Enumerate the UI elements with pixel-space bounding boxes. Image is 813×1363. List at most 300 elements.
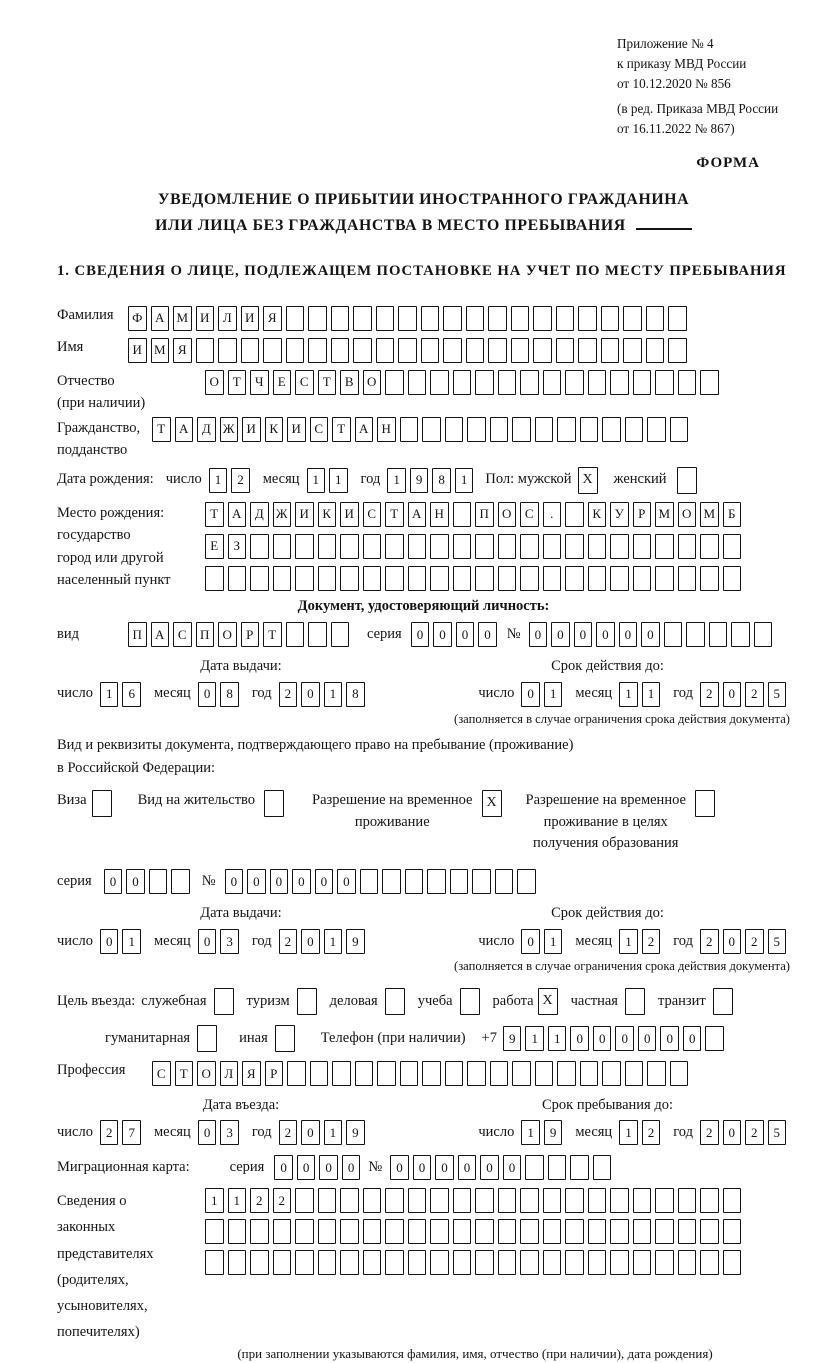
char-cell[interactable]: 0 <box>615 1026 634 1051</box>
char-cell[interactable] <box>475 1219 494 1244</box>
char-cell[interactable]: 1 <box>209 468 228 493</box>
char-cell[interactable] <box>678 534 697 559</box>
stay-day-field[interactable] <box>521 1120 566 1145</box>
char-cell[interactable] <box>498 566 517 591</box>
char-cell[interactable] <box>705 1026 724 1051</box>
char-cell[interactable] <box>633 1188 652 1213</box>
char-cell[interactable]: 0 <box>683 1026 702 1051</box>
char-cell[interactable] <box>668 338 687 363</box>
char-cell[interactable] <box>355 1061 374 1086</box>
char-cell[interactable] <box>427 869 446 894</box>
char-cell[interactable] <box>633 370 652 395</box>
char-cell[interactable]: 0 <box>641 622 660 647</box>
char-cell[interactable] <box>430 534 449 559</box>
char-cell[interactable] <box>655 1219 674 1244</box>
id-issue-day-field[interactable] <box>100 682 145 707</box>
permit-issue-month-field[interactable] <box>198 929 243 954</box>
char-cell[interactable] <box>686 622 705 647</box>
char-cell[interactable] <box>543 534 562 559</box>
char-cell[interactable] <box>495 869 514 894</box>
char-cell[interactable]: Я <box>263 306 282 331</box>
char-cell[interactable] <box>466 306 485 331</box>
char-cell[interactable] <box>385 1250 404 1275</box>
char-cell[interactable] <box>421 338 440 363</box>
char-cell[interactable] <box>498 1219 517 1244</box>
char-cell[interactable]: 0 <box>570 1026 589 1051</box>
char-cell[interactable] <box>511 338 530 363</box>
char-cell[interactable] <box>340 566 359 591</box>
char-cell[interactable] <box>655 534 674 559</box>
permit-valid-day-field[interactable] <box>521 929 566 954</box>
id-valid-year-field[interactable] <box>700 682 790 707</box>
char-cell[interactable]: 0 <box>593 1026 612 1051</box>
char-cell[interactable]: 1 <box>122 929 141 954</box>
char-cell[interactable]: Т <box>263 622 282 647</box>
char-cell[interactable]: 8 <box>432 468 451 493</box>
char-cell[interactable] <box>310 1061 329 1086</box>
char-cell[interactable] <box>723 1250 742 1275</box>
char-cell[interactable]: М <box>151 338 170 363</box>
char-cell[interactable]: 0 <box>198 1120 217 1145</box>
char-cell[interactable]: 0 <box>342 1155 361 1180</box>
patronymic-field[interactable] <box>205 370 723 395</box>
char-cell[interactable] <box>295 1250 314 1275</box>
id-type-field[interactable] <box>128 622 353 647</box>
purpose-tourism-checkbox[interactable] <box>297 988 321 1015</box>
char-cell[interactable] <box>588 370 607 395</box>
repr-row1-field[interactable] <box>205 1188 745 1213</box>
char-cell[interactable] <box>517 869 536 894</box>
char-cell[interactable] <box>475 566 494 591</box>
char-cell[interactable]: 0 <box>198 929 217 954</box>
char-cell[interactable]: З <box>228 534 247 559</box>
char-cell[interactable]: С <box>295 370 314 395</box>
char-cell[interactable] <box>250 566 269 591</box>
char-cell[interactable] <box>467 417 486 442</box>
char-cell[interactable] <box>677 467 697 494</box>
char-cell[interactable] <box>453 502 472 527</box>
char-cell[interactable] <box>430 1250 449 1275</box>
id-number-field[interactable] <box>529 622 777 647</box>
char-cell[interactable]: М <box>655 502 674 527</box>
char-cell[interactable] <box>535 1061 554 1086</box>
char-cell[interactable]: 2 <box>745 929 764 954</box>
char-cell[interactable] <box>588 566 607 591</box>
char-cell[interactable] <box>557 1061 576 1086</box>
char-cell[interactable]: 0 <box>480 1155 499 1180</box>
birthplace-row2-field[interactable] <box>205 534 745 559</box>
char-cell[interactable]: О <box>498 502 517 527</box>
char-cell[interactable]: 0 <box>198 682 217 707</box>
char-cell[interactable] <box>647 417 666 442</box>
char-cell[interactable] <box>520 1219 539 1244</box>
char-cell[interactable] <box>149 869 168 894</box>
given-name-field[interactable] <box>128 338 691 363</box>
char-cell[interactable]: 6 <box>122 682 141 707</box>
char-cell[interactable] <box>498 1250 517 1275</box>
char-cell[interactable]: 2 <box>700 682 719 707</box>
char-cell[interactable]: 0 <box>574 622 593 647</box>
char-cell[interactable]: Л <box>220 1061 239 1086</box>
char-cell[interactable]: Я <box>242 1061 261 1086</box>
char-cell[interactable] <box>655 1250 674 1275</box>
char-cell[interactable] <box>633 534 652 559</box>
char-cell[interactable] <box>610 1250 629 1275</box>
char-cell[interactable] <box>625 988 645 1015</box>
char-cell[interactable] <box>535 417 554 442</box>
char-cell[interactable] <box>610 534 629 559</box>
char-cell[interactable]: А <box>175 417 194 442</box>
char-cell[interactable] <box>655 1188 674 1213</box>
char-cell[interactable] <box>408 1188 427 1213</box>
char-cell[interactable] <box>633 1219 652 1244</box>
char-cell[interactable] <box>422 417 441 442</box>
char-cell[interactable] <box>713 988 733 1015</box>
char-cell[interactable]: С <box>173 622 192 647</box>
char-cell[interactable] <box>308 338 327 363</box>
char-cell[interactable] <box>588 1188 607 1213</box>
char-cell[interactable] <box>318 1250 337 1275</box>
char-cell[interactable] <box>273 1250 292 1275</box>
char-cell[interactable]: Б <box>723 502 742 527</box>
char-cell[interactable] <box>385 534 404 559</box>
char-cell[interactable] <box>460 988 480 1015</box>
char-cell[interactable]: 0 <box>225 869 244 894</box>
char-cell[interactable]: В <box>340 370 359 395</box>
char-cell[interactable]: 3 <box>220 1120 239 1145</box>
char-cell[interactable] <box>490 417 509 442</box>
char-cell[interactable]: 1 <box>619 929 638 954</box>
char-cell[interactable] <box>498 370 517 395</box>
char-cell[interactable]: Т <box>175 1061 194 1086</box>
char-cell[interactable] <box>633 1250 652 1275</box>
char-cell[interactable]: Т <box>205 502 224 527</box>
char-cell[interactable] <box>353 338 372 363</box>
purpose-other-checkbox[interactable] <box>275 1025 299 1052</box>
char-cell[interactable]: Я <box>173 338 192 363</box>
char-cell[interactable] <box>472 869 491 894</box>
char-cell[interactable] <box>264 790 284 817</box>
char-cell[interactable] <box>376 306 395 331</box>
char-cell[interactable] <box>475 370 494 395</box>
char-cell[interactable]: 0 <box>435 1155 454 1180</box>
char-cell[interactable] <box>363 534 382 559</box>
char-cell[interactable] <box>340 534 359 559</box>
id-valid-month-field[interactable] <box>619 682 664 707</box>
char-cell[interactable] <box>670 1061 689 1086</box>
char-cell[interactable] <box>353 306 372 331</box>
char-cell[interactable]: Т <box>318 370 337 395</box>
char-cell[interactable]: 2 <box>100 1120 119 1145</box>
char-cell[interactable] <box>250 1219 269 1244</box>
char-cell[interactable] <box>490 1061 509 1086</box>
char-cell[interactable] <box>723 1188 742 1213</box>
char-cell[interactable] <box>646 306 665 331</box>
char-cell[interactable]: О <box>363 370 382 395</box>
char-cell[interactable] <box>205 1250 224 1275</box>
char-cell[interactable]: 0 <box>126 869 145 894</box>
char-cell[interactable]: Ч <box>250 370 269 395</box>
char-cell[interactable] <box>400 417 419 442</box>
char-cell[interactable]: 1 <box>544 682 563 707</box>
char-cell[interactable]: С <box>310 417 329 442</box>
char-cell[interactable] <box>678 1188 697 1213</box>
char-cell[interactable] <box>405 869 424 894</box>
char-cell[interactable]: О <box>197 1061 216 1086</box>
char-cell[interactable]: 2 <box>745 682 764 707</box>
char-cell[interactable]: 2 <box>642 1120 661 1145</box>
char-cell[interactable]: Р <box>265 1061 284 1086</box>
char-cell[interactable] <box>668 306 687 331</box>
char-cell[interactable] <box>398 338 417 363</box>
char-cell[interactable]: X <box>578 467 598 494</box>
purpose-private-checkbox[interactable] <box>625 988 649 1015</box>
char-cell[interactable] <box>295 534 314 559</box>
char-cell[interactable]: Ж <box>273 502 292 527</box>
char-cell[interactable]: К <box>265 417 284 442</box>
char-cell[interactable]: 2 <box>279 1120 298 1145</box>
char-cell[interactable] <box>498 534 517 559</box>
profession-field[interactable] <box>152 1061 692 1086</box>
char-cell[interactable]: 0 <box>521 682 540 707</box>
char-cell[interactable] <box>453 370 472 395</box>
char-cell[interactable]: 1 <box>324 1120 343 1145</box>
char-cell[interactable] <box>623 338 642 363</box>
id-series-field[interactable] <box>411 622 501 647</box>
char-cell[interactable]: 1 <box>324 929 343 954</box>
char-cell[interactable] <box>543 566 562 591</box>
char-cell[interactable] <box>488 306 507 331</box>
char-cell[interactable]: Е <box>205 534 224 559</box>
char-cell[interactable] <box>723 566 742 591</box>
char-cell[interactable] <box>678 370 697 395</box>
char-cell[interactable] <box>588 1219 607 1244</box>
char-cell[interactable]: 0 <box>619 622 638 647</box>
char-cell[interactable] <box>205 1219 224 1244</box>
char-cell[interactable] <box>700 566 719 591</box>
char-cell[interactable] <box>475 1188 494 1213</box>
char-cell[interactable]: 0 <box>638 1026 657 1051</box>
sex-female-checkbox[interactable] <box>677 467 701 494</box>
char-cell[interactable]: 8 <box>346 682 365 707</box>
char-cell[interactable] <box>754 622 773 647</box>
phone-field[interactable] <box>503 1026 728 1051</box>
char-cell[interactable] <box>602 417 621 442</box>
char-cell[interactable]: Р <box>241 622 260 647</box>
char-cell[interactable] <box>520 566 539 591</box>
id-issue-month-field[interactable] <box>198 682 243 707</box>
char-cell[interactable]: 1 <box>619 1120 638 1145</box>
char-cell[interactable] <box>543 1250 562 1275</box>
char-cell[interactable]: X <box>538 988 558 1015</box>
char-cell[interactable]: 0 <box>297 1155 316 1180</box>
char-cell[interactable]: 9 <box>346 929 365 954</box>
char-cell[interactable]: 1 <box>228 1188 247 1213</box>
char-cell[interactable]: Ф <box>128 306 147 331</box>
char-cell[interactable] <box>308 306 327 331</box>
char-cell[interactable] <box>520 370 539 395</box>
char-cell[interactable] <box>408 1250 427 1275</box>
char-cell[interactable] <box>623 306 642 331</box>
char-cell[interactable] <box>385 370 404 395</box>
char-cell[interactable]: С <box>363 502 382 527</box>
char-cell[interactable] <box>453 1250 472 1275</box>
char-cell[interactable] <box>512 1061 531 1086</box>
char-cell[interactable] <box>331 306 350 331</box>
char-cell[interactable] <box>421 306 440 331</box>
char-cell[interactable]: 2 <box>745 1120 764 1145</box>
char-cell[interactable] <box>601 306 620 331</box>
char-cell[interactable] <box>588 1250 607 1275</box>
char-cell[interactable]: Ж <box>220 417 239 442</box>
char-cell[interactable] <box>443 306 462 331</box>
char-cell[interactable] <box>377 1061 396 1086</box>
char-cell[interactable] <box>287 1061 306 1086</box>
char-cell[interactable]: 3 <box>220 929 239 954</box>
birth-month-field[interactable] <box>307 468 352 493</box>
char-cell[interactable] <box>275 1025 295 1052</box>
repr-row3-field[interactable] <box>205 1250 745 1275</box>
char-cell[interactable]: 0 <box>723 1120 742 1145</box>
char-cell[interactable]: Д <box>197 417 216 442</box>
char-cell[interactable]: И <box>340 502 359 527</box>
birth-day-field[interactable] <box>209 468 254 493</box>
char-cell[interactable] <box>610 566 629 591</box>
char-cell[interactable] <box>385 988 405 1015</box>
mig-number-field[interactable] <box>390 1155 615 1180</box>
char-cell[interactable] <box>400 1061 419 1086</box>
purpose-study-checkbox[interactable] <box>460 988 484 1015</box>
char-cell[interactable]: 1 <box>544 929 563 954</box>
char-cell[interactable] <box>664 622 683 647</box>
char-cell[interactable] <box>445 1061 464 1086</box>
char-cell[interactable]: 9 <box>544 1120 563 1145</box>
char-cell[interactable] <box>197 1025 217 1052</box>
char-cell[interactable]: 2 <box>250 1188 269 1213</box>
char-cell[interactable]: 9 <box>410 468 429 493</box>
char-cell[interactable]: X <box>482 790 502 817</box>
permit-issue-day-field[interactable] <box>100 929 145 954</box>
char-cell[interactable] <box>610 370 629 395</box>
char-cell[interactable] <box>646 338 665 363</box>
char-cell[interactable] <box>678 1250 697 1275</box>
char-cell[interactable]: 2 <box>231 468 250 493</box>
char-cell[interactable] <box>557 417 576 442</box>
char-cell[interactable] <box>443 338 462 363</box>
char-cell[interactable] <box>385 566 404 591</box>
char-cell[interactable] <box>655 566 674 591</box>
char-cell[interactable]: 1 <box>387 468 406 493</box>
char-cell[interactable] <box>273 1219 292 1244</box>
char-cell[interactable] <box>295 1188 314 1213</box>
char-cell[interactable]: 0 <box>529 622 548 647</box>
char-cell[interactable]: 0 <box>478 622 497 647</box>
char-cell[interactable]: И <box>287 417 306 442</box>
char-cell[interactable]: 1 <box>329 468 348 493</box>
char-cell[interactable] <box>318 1188 337 1213</box>
char-cell[interactable] <box>340 1188 359 1213</box>
char-cell[interactable] <box>453 1219 472 1244</box>
birthplace-row3-field[interactable] <box>205 566 745 591</box>
char-cell[interactable] <box>625 417 644 442</box>
char-cell[interactable] <box>525 1155 544 1180</box>
char-cell[interactable]: К <box>588 502 607 527</box>
char-cell[interactable] <box>408 566 427 591</box>
char-cell[interactable]: Т <box>385 502 404 527</box>
char-cell[interactable] <box>228 1250 247 1275</box>
char-cell[interactable]: И <box>196 306 215 331</box>
char-cell[interactable] <box>520 1250 539 1275</box>
char-cell[interactable]: . <box>543 502 562 527</box>
char-cell[interactable] <box>241 338 260 363</box>
char-cell[interactable] <box>228 566 247 591</box>
permit-number-field[interactable] <box>225 869 540 894</box>
char-cell[interactable]: 0 <box>301 1120 320 1145</box>
char-cell[interactable] <box>214 988 234 1015</box>
char-cell[interactable] <box>286 306 305 331</box>
char-cell[interactable] <box>488 338 507 363</box>
permit-issue-year-field[interactable] <box>279 929 369 954</box>
char-cell[interactable] <box>297 988 317 1015</box>
char-cell[interactable]: 0 <box>270 869 289 894</box>
char-cell[interactable] <box>331 338 350 363</box>
char-cell[interactable] <box>408 1219 427 1244</box>
char-cell[interactable] <box>475 1250 494 1275</box>
char-cell[interactable] <box>570 1155 589 1180</box>
char-cell[interactable] <box>453 534 472 559</box>
char-cell[interactable]: 2 <box>279 929 298 954</box>
char-cell[interactable] <box>385 1188 404 1213</box>
char-cell[interactable] <box>565 370 584 395</box>
char-cell[interactable] <box>580 1061 599 1086</box>
char-cell[interactable]: П <box>196 622 215 647</box>
char-cell[interactable]: А <box>408 502 427 527</box>
char-cell[interactable] <box>512 417 531 442</box>
purpose-business-checkbox[interactable] <box>385 988 409 1015</box>
char-cell[interactable]: 1 <box>205 1188 224 1213</box>
char-cell[interactable]: 0 <box>660 1026 679 1051</box>
char-cell[interactable] <box>543 1188 562 1213</box>
char-cell[interactable] <box>610 1219 629 1244</box>
char-cell[interactable] <box>196 338 215 363</box>
char-cell[interactable]: П <box>128 622 147 647</box>
char-cell[interactable]: 0 <box>411 622 430 647</box>
char-cell[interactable] <box>700 534 719 559</box>
char-cell[interactable] <box>308 622 327 647</box>
mig-series-field[interactable] <box>274 1155 364 1180</box>
char-cell[interactable]: Н <box>377 417 396 442</box>
char-cell[interactable]: И <box>128 338 147 363</box>
char-cell[interactable] <box>511 306 530 331</box>
char-cell[interactable] <box>700 1250 719 1275</box>
permit-valid-month-field[interactable] <box>619 929 664 954</box>
char-cell[interactable] <box>92 790 112 817</box>
char-cell[interactable] <box>408 534 427 559</box>
permit-series-field[interactable] <box>104 869 194 894</box>
char-cell[interactable]: 0 <box>104 869 123 894</box>
stay-month-field[interactable] <box>619 1120 664 1145</box>
char-cell[interactable] <box>363 1250 382 1275</box>
char-cell[interactable]: 0 <box>301 929 320 954</box>
char-cell[interactable] <box>318 534 337 559</box>
char-cell[interactable] <box>565 502 584 527</box>
temp-permit-checkbox[interactable] <box>482 790 506 817</box>
repr-row2-field[interactable] <box>205 1219 745 1244</box>
char-cell[interactable] <box>363 1188 382 1213</box>
char-cell[interactable]: М <box>700 502 719 527</box>
char-cell[interactable]: 2 <box>700 929 719 954</box>
char-cell[interactable]: С <box>520 502 539 527</box>
